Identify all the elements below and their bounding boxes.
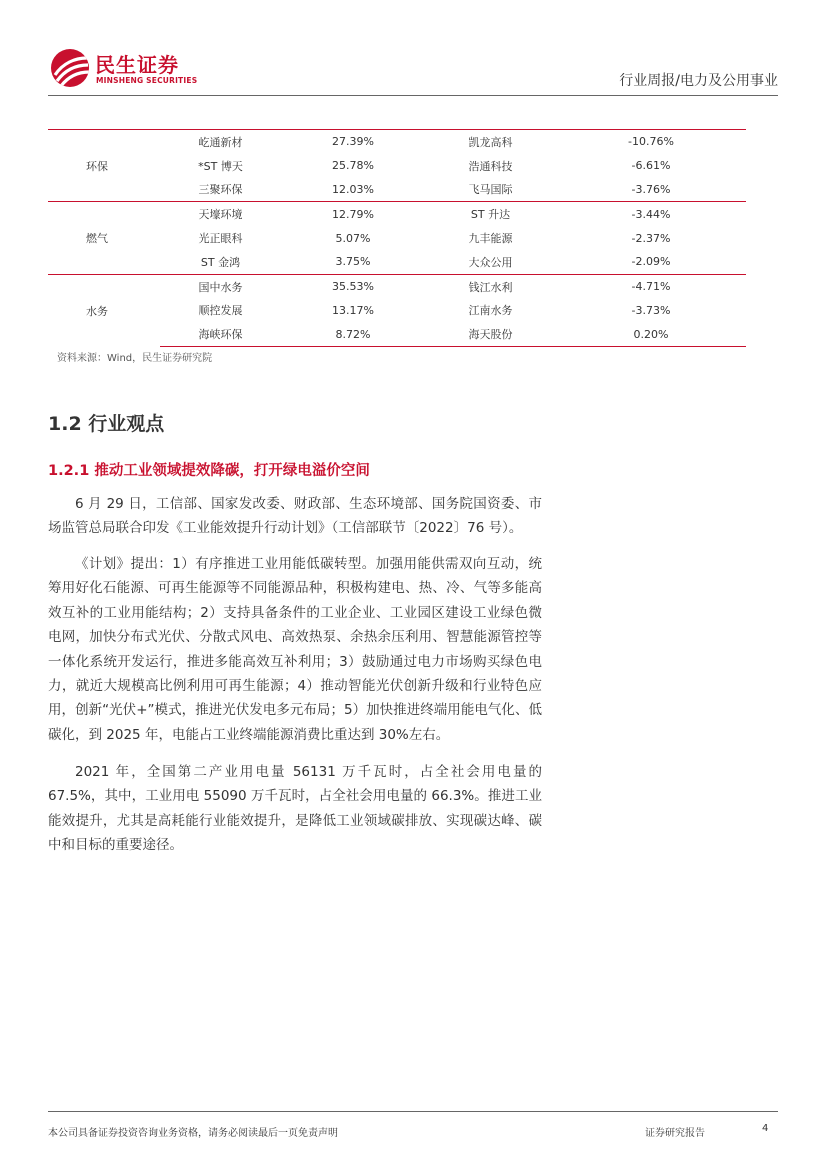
stock-performance-table bbox=[48, 129, 746, 347]
top-gainer-name: 顺控发展 bbox=[198, 304, 243, 318]
report-category: 行业周报/电力及公用事业 bbox=[619, 73, 778, 89]
top-gainer-name: 三聚环保 bbox=[198, 183, 243, 197]
top-loser-change: -4.71% bbox=[556, 274, 746, 298]
top-gainer-name: 光正眼科 bbox=[198, 232, 243, 246]
category-cell: 环保 bbox=[48, 130, 160, 202]
top-loser-name: 钱江水利 bbox=[425, 274, 556, 298]
top-gainer-name: 天壕环境 bbox=[160, 202, 281, 226]
paragraph: 2021 年，全国第二产业用电量 56131 万千瓦时，占全社会用电量的 67.5%，其中，工业用电 55090 万千瓦时，占全社会用电量的 66.3%。推进工业能效提升，尤其是高耗能行业能效提升，是降低工业领域碳排放、实现碳达峰、碳中和目标的重要途径。 bbox=[48, 764, 542, 854]
top-loser-name: 凯龙高科 bbox=[425, 130, 556, 154]
top-loser-name: 浩通科技 bbox=[468, 159, 513, 173]
top-loser-change: -6.61% bbox=[631, 159, 671, 173]
top-gainer-change: 25.78% bbox=[332, 159, 374, 173]
top-loser-name: 飞马国际 bbox=[468, 183, 513, 197]
top-loser-change: -3.76% bbox=[631, 182, 671, 196]
header-divider bbox=[48, 95, 778, 96]
table-row bbox=[48, 202, 746, 226]
top-gainer-change: 12.79% bbox=[281, 202, 425, 226]
top-gainer-change: 5.07% bbox=[335, 231, 371, 245]
top-gainer-change: 27.39% bbox=[281, 130, 425, 154]
top-loser-change: 0.20% bbox=[556, 322, 746, 346]
top-gainer-name: 屹通新材 bbox=[160, 130, 281, 154]
company-logo bbox=[51, 49, 201, 89]
top-gainer-name: *ST 博天 bbox=[198, 159, 243, 173]
top-gainer-change: 35.53% bbox=[281, 274, 425, 298]
table-row bbox=[48, 130, 746, 154]
top-gainer-name: ST 金鸿 bbox=[200, 255, 241, 269]
top-gainer-change: 13.17% bbox=[332, 303, 374, 317]
top-loser-change: -2.09% bbox=[631, 255, 671, 269]
top-gainer-name: 国中水务 bbox=[160, 274, 281, 298]
footer-disclaimer: 本公司具备证券投资咨询业务资格，请务必阅读最后一页免责声明 bbox=[48, 1128, 338, 1139]
top-loser-change: -2.37% bbox=[631, 231, 671, 245]
top-loser-name: 江南水务 bbox=[468, 304, 513, 318]
top-loser-name: 海天股份 bbox=[425, 322, 556, 346]
top-gainer-change: 8.72% bbox=[281, 322, 425, 346]
top-loser-name: ST 升达 bbox=[425, 202, 556, 226]
table-row bbox=[48, 274, 746, 298]
page-number: 4 bbox=[762, 1123, 769, 1134]
top-loser-name: 九丰能源 bbox=[468, 232, 513, 246]
table-source: 资料来源：Wind，民生证券研究院 bbox=[57, 353, 213, 364]
logo-name-en: MINSHENG SECURITIES bbox=[96, 76, 198, 85]
logo-emblem-icon bbox=[51, 49, 89, 87]
category-cell: 燃气 bbox=[48, 202, 160, 274]
category-cell: 水务 bbox=[48, 274, 160, 346]
logo-name-cn: 民生证券 bbox=[95, 53, 179, 77]
section-title: 1.2 行业观点 bbox=[48, 413, 165, 435]
top-gainer-change: 12.03% bbox=[332, 182, 374, 196]
footer-report-type: 证券研究报告 bbox=[645, 1128, 705, 1139]
top-gainer-change: 3.75% bbox=[335, 255, 371, 269]
top-gainer-name: 海峡环保 bbox=[160, 322, 281, 346]
top-loser-change: -3.73% bbox=[631, 303, 671, 317]
paragraph: 《计划》提出：1）有序推进工业用能低碳转型。加强用能供需双向互动，统筹用好化石能源、可再生能源等不同能源品种，积极构建电、热、冷、气等多能高效互补的工业用能结构；2）支持具备条件的工业企业、工业园区建设工业绿色微电网，加快分布式光伏、分散式风电、高效热泵、余热余压利用、智慧能源管控等一体化系统开发运行，推进多能高效互补利用；3）鼓励通过电力市场购买绿色电力，就近大规模高比例利用可再生能源；4）推动智能光伏创新升级和行业特色应用，创新“光伏+”模式，推进光伏发电多元布局；5）加快推进终端用能电气化、低碳化，到 2025 年，电能占工业终端能源消费比重达到 30%左右。 bbox=[48, 556, 542, 743]
top-loser-change: -3.44% bbox=[556, 202, 746, 226]
paragraph: 6 月 29 日，工信部、国家发改委、财政部、生态环境部、国务院国资委、市场监管总局联合印发《工业能效提升行动计划》（工信部联节〔2022〕76 号）。 bbox=[48, 496, 542, 537]
top-loser-change: -10.76% bbox=[556, 130, 746, 154]
top-loser-name: 大众公用 bbox=[468, 255, 513, 269]
footer-divider bbox=[48, 1111, 778, 1112]
subsection-title: 1.2.1 推动工业领域提效降碳，打开绿电溢价空间 bbox=[48, 463, 370, 479]
